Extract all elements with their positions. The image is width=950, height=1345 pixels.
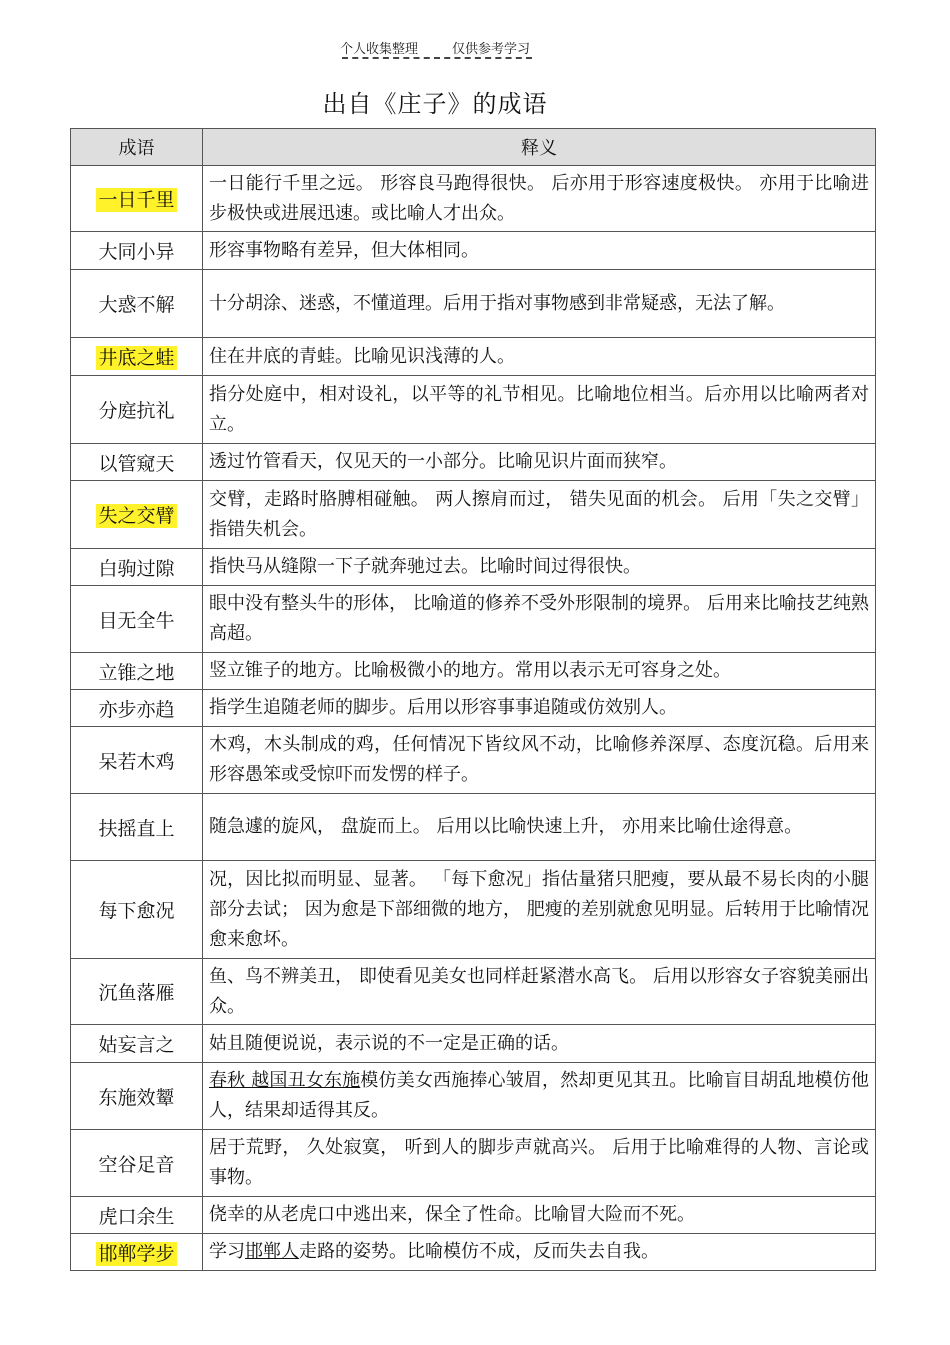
table-row (71, 727, 876, 794)
idiom-cell (71, 1130, 203, 1197)
table-row (71, 1063, 876, 1130)
definition-cell: 形容事物略有差异，但大体相同。 (203, 232, 876, 270)
idiom-cell (71, 1197, 203, 1234)
definition-cell: 十分胡涂、迷惑，不懂道理。后用于指对事物感到非常疑惑，无法了解。 (203, 270, 876, 338)
idiom-cell (71, 586, 203, 653)
idiom-text: 白驹过隙 (98, 557, 175, 580)
table-row (71, 338, 876, 376)
idiom-cell (71, 376, 203, 444)
idiom-text: 沉鱼落雁 (98, 982, 175, 1004)
idiom-cell (71, 338, 203, 376)
table-header-row (71, 129, 876, 166)
idiom-text: 井底之蛙 (98, 347, 175, 369)
definition-cell: 鱼、鸟不辨美丑， 即使看见美女也同样赶紧潜水高飞。 后用以形容女子容貌美丽出众。 (203, 959, 876, 1025)
definition-cell: 木鸡，木头制成的鸡，任何情况下皆纹风不动，比喻修养深厚、态度沉稳。后用来形容愚笨或受惊吓而发愣的样子。 (203, 727, 876, 794)
idiom-cell (71, 727, 203, 794)
table-row (71, 376, 876, 444)
document-title: 出自《庄子》的成语 (322, 90, 548, 118)
definition-cell: 住在井底的青蛙。比喻见识浅薄的人。 (203, 338, 876, 376)
definition-cell: 况，因比拟而明显、显著。 「每下愈况」指估量猪只肥瘦，要从最不易长肉的小腿部分去试； 因为愈是下部细微的地方， 肥瘦的差别就愈见明显。后转用于比喻情况愈来愈坏。 (203, 861, 876, 959)
idiom-text: 每下愈况 (98, 900, 175, 922)
column-header-definition: 释义 (203, 129, 876, 166)
table-row (71, 1234, 876, 1271)
idiom-cell (71, 959, 203, 1025)
header-note (340, 38, 564, 57)
idiom-text: 以管窥天 (98, 452, 175, 475)
definition-cell: 竖立锥子的地方。比喻极微小的地方。常用以表示无可容身之处。 (203, 653, 876, 690)
idiom-cell (71, 270, 203, 338)
definition-underlined-text: 邯郸人 (245, 1241, 299, 1262)
idiom-text: 分庭抗礼 (98, 400, 175, 422)
header-right-note: 仅供参考学习 (452, 42, 531, 57)
definition-cell: 眼中没有整头牛的形体， 比喻道的修养不受外形限制的境界。 后用来比喻技艺纯熟高超。 (203, 586, 876, 653)
table-row (71, 1197, 876, 1234)
definition-cell: 交臂，走路时胳膊相碰触。 两人擦肩而过， 错失见面的机会。 后用「失之交臂」指错失机会。 (203, 481, 876, 549)
table-row (71, 861, 876, 959)
idiom-text: 大惑不解 (98, 294, 175, 316)
idiom-cell (71, 444, 203, 481)
definition-cell: 指快马从缝隙一下子就奔驰过去。比喻时间过得很快。 (203, 549, 876, 586)
header-left-note: 个人收集整理 (340, 42, 419, 57)
table-row (71, 690, 876, 727)
table-row (71, 1130, 876, 1197)
definition-cell: 一日能行千里之远。 形容良马跑得很快。 后亦用于形容速度极快。 亦用于比喻进步极快或进展迅速。或比喻人才出众。 (203, 166, 876, 232)
idiom-table (70, 128, 876, 1271)
definition-cell: 侥幸的从老虎口中逃出来，保全了性命。比喻冒大险而不死。 (203, 1197, 876, 1234)
definition-cell (203, 1234, 876, 1271)
definition-cell: 指学生追随老师的脚步。后用以形容事事追随或仿效别人。 (203, 690, 876, 727)
idiom-text: 一日千里 (98, 189, 175, 211)
table-row (71, 549, 876, 586)
idiom-cell (71, 1234, 203, 1271)
idiom-cell (71, 794, 203, 861)
definition-text: 模仿美女西施捧心皱眉，然却更见其丑。比喻盲目胡乱地模仿他人，结果却适得其反。 (209, 1070, 869, 1121)
idiom-cell (71, 1025, 203, 1063)
idiom-cell (71, 861, 203, 959)
idiom-text: 邯郸学步 (98, 1242, 175, 1265)
idiom-cell (71, 232, 203, 270)
idiom-text: 呆若木鸡 (98, 750, 175, 773)
table-row (71, 444, 876, 481)
table-row (71, 653, 876, 690)
definition-underlined-text: 春秋 越国丑女东施 (209, 1070, 361, 1091)
definition-cell: 姑且随便说说，表示说的不一定是正确的话。 (203, 1025, 876, 1063)
idiom-text: 目无全牛 (98, 609, 175, 632)
definition-cell (203, 1063, 876, 1130)
table-row (71, 586, 876, 653)
definition-text: 走路的姿势。比喻模仿不成，反而失去自我。 (299, 1241, 659, 1262)
table-row (71, 166, 876, 232)
idiom-cell (71, 1063, 203, 1130)
table-row (71, 794, 876, 861)
definition-prefix-text: 学习 (209, 1241, 245, 1262)
idiom-cell (71, 690, 203, 727)
table-row (71, 959, 876, 1025)
column-header-idiom: 成语 (71, 129, 203, 166)
idiom-text: 姑妄言之 (98, 1034, 175, 1056)
table-row (71, 1025, 876, 1063)
idiom-text: 大同小异 (98, 241, 175, 263)
idiom-cell (71, 653, 203, 690)
definition-cell: 透过竹管看天，仅见天的一小部分。比喻见识片面而狭窄。 (203, 444, 876, 481)
idiom-text: 虎口余生 (98, 1205, 175, 1228)
definition-cell: 指分处庭中，相对设礼，以平等的礼节相见。比喻地位相当。后亦用以比喻两者对立。 (203, 376, 876, 444)
table-row (71, 270, 876, 338)
idiom-cell (71, 166, 203, 232)
idiom-text: 东施效颦 (98, 1086, 175, 1109)
idiom-text: 扶摇直上 (98, 817, 175, 840)
table-row (71, 481, 876, 549)
idiom-text: 空谷足音 (98, 1153, 175, 1176)
idiom-text: 失之交臂 (98, 505, 175, 527)
idiom-text: 亦步亦趋 (98, 698, 175, 721)
idiom-cell (71, 549, 203, 586)
definition-cell: 居于荒野， 久处寂寞， 听到人的脚步声就高兴。 后用于比喻难得的人物、言论或事物。 (203, 1130, 876, 1197)
idiom-text: 立锥之地 (98, 661, 175, 684)
header-rule (342, 57, 532, 59)
table-row (71, 232, 876, 270)
idiom-cell (71, 481, 203, 549)
definition-cell: 随急遽的旋风， 盘旋而上。 后用以比喻快速上升， 亦用来比喻仕途得意。 (203, 794, 876, 861)
